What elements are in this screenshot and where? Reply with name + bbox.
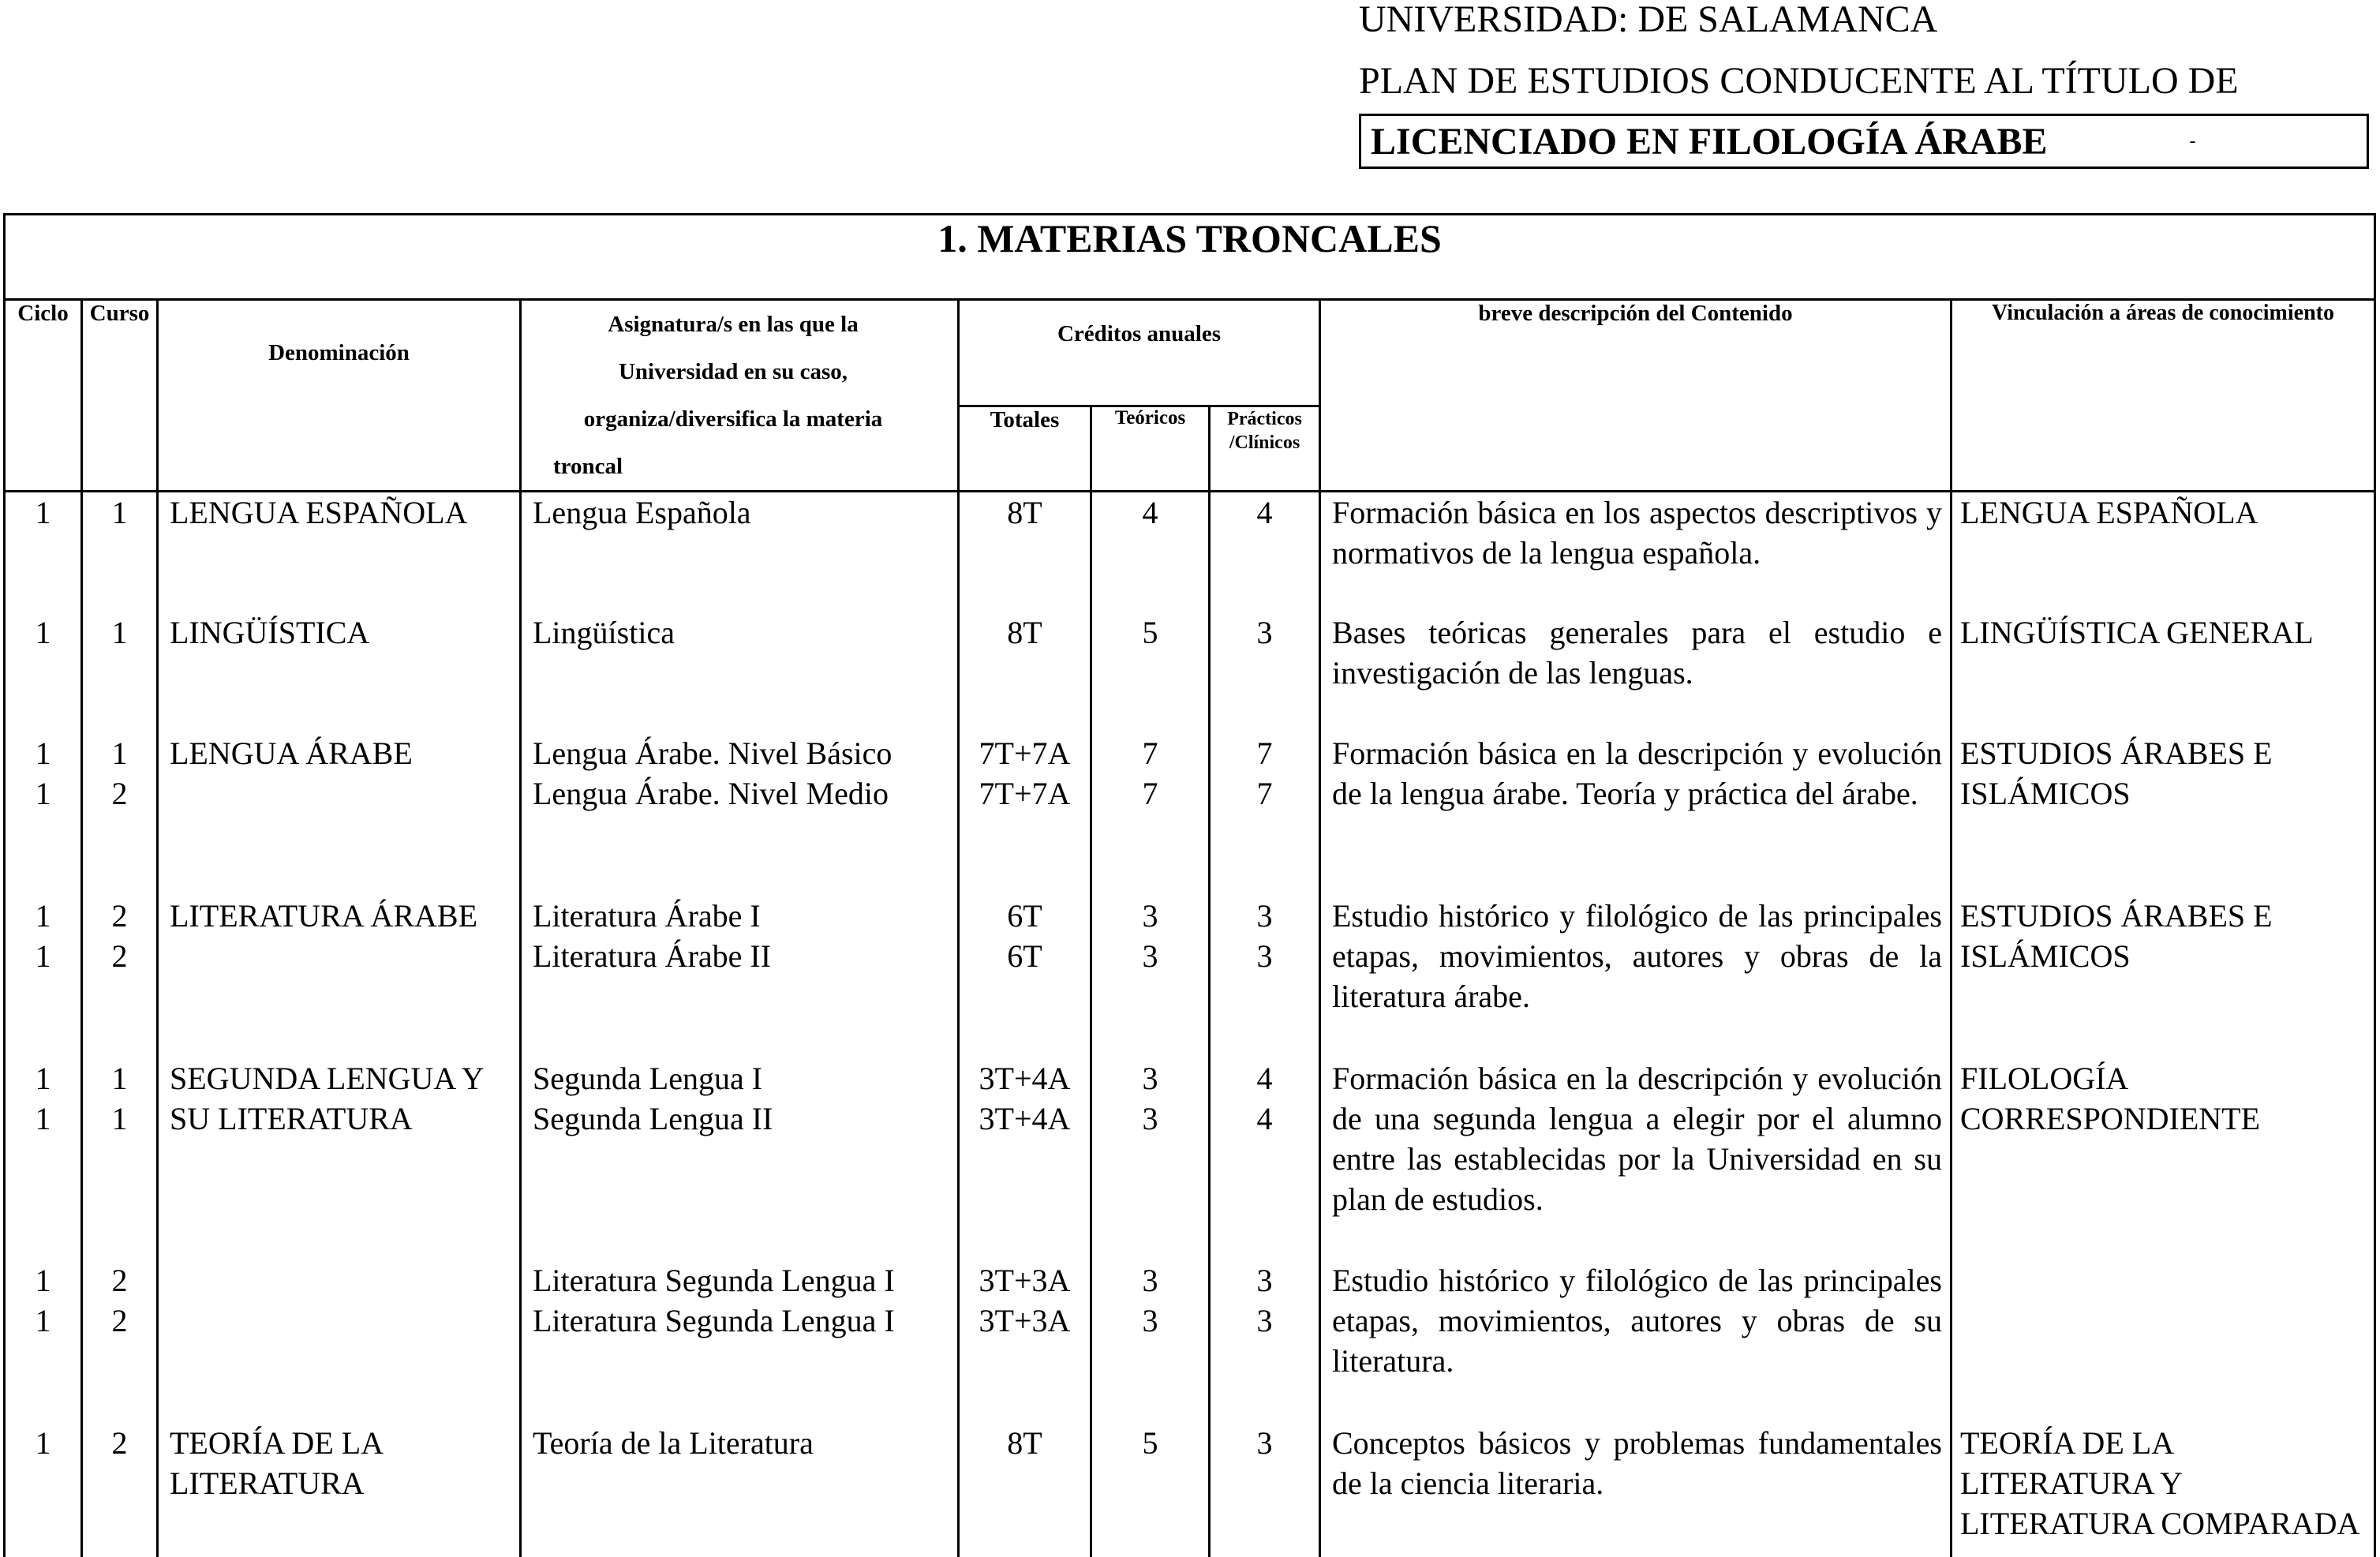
cell-teoricos-value: 5 <box>1142 614 1158 650</box>
cell-asignatura <box>521 1423 959 1557</box>
cell-practicos <box>1210 896 1320 1058</box>
cell-totales <box>959 492 1091 612</box>
cell-totales-value: 3T+4A <box>979 1060 1071 1096</box>
cell-totales-value: 3T+3A <box>979 1302 1071 1338</box>
cell-curso <box>82 612 158 733</box>
col-header-denominacion: Denominación <box>158 300 521 492</box>
col-header-ciclo: Ciclo <box>5 300 82 492</box>
cell-teoricos-value: 7 <box>1142 735 1158 771</box>
cell-totales-value: 3T+3A <box>979 1262 1071 1298</box>
table-title: 1. MATERIAS TRONCALES <box>5 215 2375 300</box>
col-header-descripcion: breve descripción del Contenido <box>1320 300 1952 492</box>
cell-practicos-value: 4 <box>1256 1100 1273 1136</box>
cell-ciclo-value: 1 <box>35 897 51 934</box>
table-row <box>5 1423 2375 1557</box>
cell-descripcion: Formación básica en la descripción y evolución de la lengua árabe. Teoría y práctica del árabe. <box>1320 733 1952 896</box>
cell-descripcion: Estudio histórico y filológico de las principales etapas, movimientos, autores y obras de su literatura. <box>1320 1260 1952 1423</box>
degree-title: LICENCIADO EN FILOLOGÍA ÁRABE <box>1371 120 2048 163</box>
cell-curso-value: 1 <box>111 495 128 530</box>
cell-asignatura <box>521 1260 959 1423</box>
cell-ciclo <box>5 1260 82 1423</box>
cell-teoricos-value: 5 <box>1142 1424 1158 1461</box>
cell-ciclo-value: 1 <box>35 1424 51 1461</box>
cell-totales <box>959 612 1091 733</box>
cell-practicos-value: 3 <box>1256 614 1273 650</box>
cell-curso <box>82 896 158 1058</box>
cell-practicos <box>1210 1058 1320 1260</box>
university-name: UNIVERSIDAD: DE SALAMANCA <box>1359 0 1938 40</box>
cell-denominacion <box>158 1260 521 1423</box>
cell-ciclo-value: 1 <box>35 495 51 530</box>
plan-title: PLAN DE ESTUDIOS CONDUCENTE AL TÍTULO DE <box>1359 60 2239 102</box>
cell-teoricos <box>1091 492 1210 612</box>
cell-asignatura <box>521 896 959 1058</box>
cell-asignatura-value: Segunda Lengua I <box>533 1060 763 1096</box>
col-header-practicos: Prácticos /Clínicos <box>1210 406 1320 492</box>
cell-descripcion: Conceptos básicos y problemas fundamentales de la ciencia literaria. <box>1320 1423 1952 1557</box>
cell-ciclo <box>5 492 82 612</box>
cell-curso-value: 1 <box>111 1060 128 1096</box>
cell-asignatura-value: Literatura Segunda Lengua I <box>533 1262 895 1298</box>
cell-denominacion: LINGÜÍSTICA <box>158 612 521 733</box>
col-header-creditos: Créditos anuales <box>959 300 1320 406</box>
cell-totales <box>959 896 1091 1058</box>
cell-ciclo-value: 1 <box>35 1262 51 1298</box>
cell-practicos-value: 4 <box>1256 495 1273 530</box>
table-row <box>5 896 2375 1058</box>
cell-teoricos-value: 3 <box>1142 1262 1158 1298</box>
cell-totales <box>959 1260 1091 1423</box>
cell-totales-value: 6T <box>1007 897 1042 934</box>
cell-totales-value: 8T <box>1007 1424 1042 1461</box>
table-row <box>5 733 2375 896</box>
cell-totales-value: 7T+7A <box>979 735 1071 771</box>
cell-asignatura-value: Literatura Árabe II <box>533 938 772 974</box>
cell-asignatura-value: Segunda Lengua II <box>533 1100 773 1136</box>
cell-teoricos <box>1091 1423 1210 1557</box>
cell-curso-value: 2 <box>111 1424 128 1461</box>
cell-ciclo-value: 1 <box>35 614 51 650</box>
cell-area: LINGÜÍSTICA GENERAL <box>1952 612 2375 733</box>
cell-curso-value: 1 <box>111 1100 128 1136</box>
cell-teoricos <box>1091 1058 1210 1260</box>
table-row <box>5 1058 2375 1260</box>
cell-ciclo-value: 1 <box>35 735 51 771</box>
cell-curso <box>82 1260 158 1423</box>
cell-teoricos <box>1091 1260 1210 1423</box>
cell-ciclo-value: 1 <box>35 775 51 811</box>
cell-curso <box>82 733 158 896</box>
cell-asignatura <box>521 1058 959 1260</box>
cell-curso-value: 1 <box>111 735 128 771</box>
cell-asignatura-value: Teoría de la Literatura <box>533 1424 814 1461</box>
cell-area: FILOLOGÍA CORRESPONDIENTE <box>1952 1058 2375 1260</box>
cell-practicos <box>1210 1260 1320 1423</box>
cell-practicos <box>1210 1423 1320 1557</box>
cell-totales <box>959 733 1091 896</box>
materias-troncales-table <box>3 213 2376 1557</box>
cell-curso-value: 2 <box>111 897 128 934</box>
cell-asignatura-value: Literatura Segunda Lengua I <box>533 1302 895 1338</box>
col-header-totales: Totales <box>959 406 1091 492</box>
cell-curso <box>82 1423 158 1557</box>
cell-teoricos-value: 3 <box>1142 897 1158 934</box>
table-row <box>5 1260 2375 1423</box>
cell-asignatura-value: Lengua Española <box>533 495 751 530</box>
cell-ciclo-value: 1 <box>35 1302 51 1338</box>
cell-denominacion: LENGUA ÁRABE <box>158 733 521 896</box>
cell-totales <box>959 1058 1091 1260</box>
cell-practicos-value: 3 <box>1256 897 1273 934</box>
stray-mark: - <box>2189 130 2196 152</box>
cell-practicos-value: 3 <box>1256 1262 1273 1298</box>
cell-denominacion: LITERATURA ÁRABE <box>158 896 521 1058</box>
cell-practicos-value: 3 <box>1256 938 1273 974</box>
cell-teoricos-value: 3 <box>1142 1100 1158 1136</box>
cell-asignatura-value: Lengua Árabe. Nivel Básico <box>533 735 892 771</box>
cell-area <box>1952 1260 2375 1423</box>
cell-practicos <box>1210 612 1320 733</box>
cell-curso <box>82 492 158 612</box>
cell-practicos <box>1210 492 1320 612</box>
cell-teoricos-value: 4 <box>1142 495 1158 530</box>
cell-totales-value: 3T+4A <box>979 1100 1071 1136</box>
col-header-curso: Curso <box>82 300 158 492</box>
cell-curso-value: 2 <box>111 775 128 811</box>
cell-practicos-value: 3 <box>1256 1302 1273 1338</box>
cell-practicos-value: 7 <box>1256 735 1273 771</box>
cell-asignatura <box>521 612 959 733</box>
cell-ciclo <box>5 1423 82 1557</box>
cell-ciclo <box>5 733 82 896</box>
cell-denominacion: LENGUA ESPAÑOLA <box>158 492 521 612</box>
cell-asignatura-value: Lingüística <box>533 614 675 650</box>
cell-curso-value: 2 <box>111 938 128 974</box>
cell-denominacion: SEGUNDA LENGUA Y SU LITERATURA <box>158 1058 521 1260</box>
cell-teoricos-value: 3 <box>1142 1302 1158 1338</box>
cell-ciclo <box>5 896 82 1058</box>
cell-asignatura <box>521 492 959 612</box>
cell-asignatura-value: Literatura Árabe I <box>533 897 761 934</box>
cell-totales-value: 6T <box>1007 938 1042 974</box>
cell-descripcion: Formación básica en la descripción y evolución de una segunda lengua a elegir por el alumno entre las establecidas por la Universidad en su plan de estudios. <box>1320 1058 1952 1260</box>
cell-totales-value: 8T <box>1007 495 1042 530</box>
cell-curso-value: 1 <box>111 614 128 650</box>
cell-asignatura <box>521 733 959 896</box>
cell-area: ESTUDIOS ÁRABES E ISLÁMICOS <box>1952 733 2375 896</box>
cell-curso-value: 2 <box>111 1262 128 1298</box>
cell-teoricos-value: 3 <box>1142 1060 1158 1096</box>
col-header-asignaturas: Asignatura/s en las que la Universidad en su caso, organiza/diversifica la materia troncal <box>521 300 959 492</box>
cell-ciclo-value: 1 <box>35 1060 51 1096</box>
cell-practicos-value: 4 <box>1256 1060 1273 1096</box>
cell-area: TEORÍA DE LA LITERATURA Y LITERATURA COMPARADA <box>1952 1423 2375 1557</box>
cell-area: LENGUA ESPAÑOLA <box>1952 492 2375 612</box>
cell-area: ESTUDIOS ÁRABES E ISLÁMICOS <box>1952 896 2375 1058</box>
col-header-teoricos: Teóricos <box>1091 406 1210 492</box>
cell-ciclo-value: 1 <box>35 938 51 974</box>
table-row <box>5 612 2375 733</box>
cell-ciclo <box>5 612 82 733</box>
col-header-areas: Vinculación a áreas de conocimiento <box>1952 300 2375 492</box>
table-row <box>5 492 2375 612</box>
cell-totales <box>959 1423 1091 1557</box>
cell-descripcion: Formación básica en los aspectos descriptivos y normativos de la lengua española. <box>1320 492 1952 612</box>
cell-ciclo-value: 1 <box>35 1100 51 1136</box>
cell-totales-value: 7T+7A <box>979 775 1071 811</box>
cell-denominacion: TEORÍA DE LA LITERATURA <box>158 1423 521 1557</box>
cell-curso-value: 2 <box>111 1302 128 1338</box>
cell-teoricos-value: 7 <box>1142 775 1158 811</box>
cell-practicos-value: 7 <box>1256 775 1273 811</box>
cell-practicos-value: 3 <box>1256 1424 1273 1461</box>
cell-teoricos <box>1091 612 1210 733</box>
cell-teoricos <box>1091 896 1210 1058</box>
cell-teoricos-value: 3 <box>1142 938 1158 974</box>
cell-practicos <box>1210 733 1320 896</box>
cell-asignatura-value: Lengua Árabe. Nivel Medio <box>533 775 889 811</box>
cell-descripcion: Bases teóricas generales para el estudio e investigación de las lenguas. <box>1320 612 1952 733</box>
cell-descripcion: Estudio histórico y filológico de las principales etapas, movimientos, autores y obras de la literatura árabe. <box>1320 896 1952 1058</box>
cell-curso <box>82 1058 158 1260</box>
cell-teoricos <box>1091 733 1210 896</box>
cell-totales-value: 8T <box>1007 614 1042 650</box>
cell-ciclo <box>5 1058 82 1260</box>
degree-box <box>1359 114 2369 169</box>
document-header <box>1359 0 2377 169</box>
